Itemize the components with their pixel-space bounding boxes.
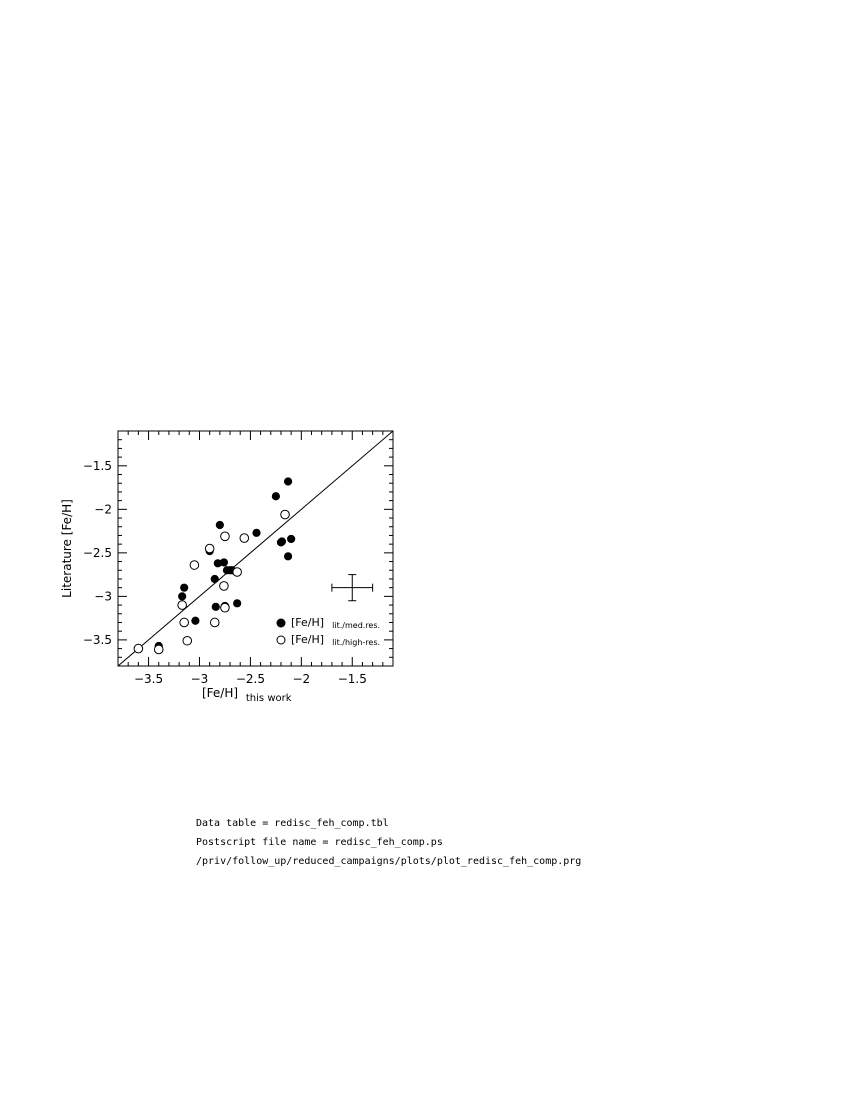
point-med-res [284,478,291,485]
point-high-res [180,618,189,627]
point-med-res [192,617,199,624]
y-tick-label: −3.5 [82,632,112,647]
legend-label-high-res-main: [Fe/H] [291,633,325,646]
point-high-res [240,534,249,543]
y-axis-label: Literature [Fe/H] [60,499,74,598]
point-high-res [190,561,199,570]
footer-postscript-file: Postscript file name = redisc_feh_comp.ps [196,837,443,848]
point-high-res [221,532,230,541]
point-med-res [234,600,241,607]
data-points [134,478,295,654]
point-med-res [179,593,186,600]
point-med-res [212,603,219,610]
x-tick-label: −3 [190,672,209,686]
x-axis-label-sub: this work [245,693,292,704]
point-high-res [221,603,230,612]
x-tick-label: −1.5 [337,672,367,686]
legend-label-high-res-sub: lit./high-res. [332,638,381,647]
x-axis-label [202,686,292,704]
point-med-res [272,493,279,500]
point-med-res [220,559,227,566]
point-med-res [181,584,188,591]
point-high-res [183,636,192,645]
one-to-one-line [118,431,393,666]
point-high-res [134,644,143,653]
legend-marker-filled [277,619,285,627]
x-axis-label-main: [Fe/H] [202,686,239,700]
legend-marker-open [277,636,285,644]
x-tick-label: −2.5 [235,672,265,686]
point-high-res [210,618,219,627]
point-high-res [233,568,242,577]
point-high-res [205,544,214,553]
error-bar [332,575,373,601]
y-tick-label: −1.5 [82,458,112,473]
y-tick-label: −2 [94,502,112,517]
footer-info [196,814,581,871]
legend-label-med-res-main: [Fe/H] [291,616,325,629]
point-med-res [253,529,260,536]
legend-label-med-res [291,611,380,630]
point-med-res [284,553,291,560]
y-tick-label: −3 [94,589,112,604]
point-high-res [220,582,229,591]
footer-program-path: /priv/follow_up/reduced_campaigns/plots/plot_redisc_feh_comp.prg [196,856,582,867]
x-tick-label: −2 [292,672,311,686]
point-high-res [178,601,187,610]
footer-data-table: Data table = redisc_feh_comp.tbl [196,818,389,829]
x-tick-label: −3.5 [133,672,164,686]
point-med-res [216,521,223,528]
point-med-res [278,538,285,545]
legend [277,611,380,647]
y-tick-label: −2.5 [82,545,112,560]
point-med-res [211,575,218,582]
point-high-res [154,645,163,654]
legend-label-med-res-sub: lit./med.res. [332,621,381,630]
legend-label-high-res [291,628,380,647]
point-med-res [288,535,295,542]
point-high-res [281,510,290,519]
